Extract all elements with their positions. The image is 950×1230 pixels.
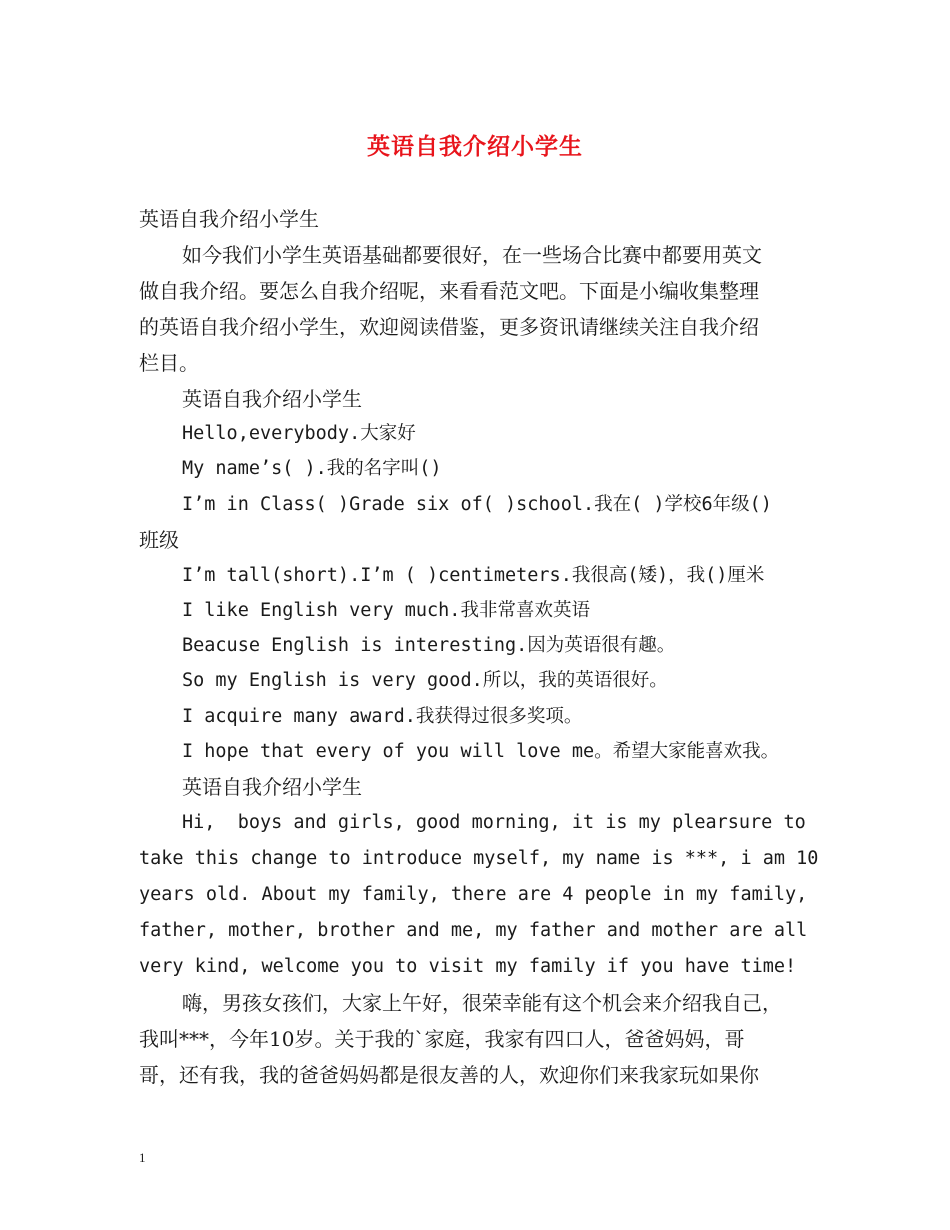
paragraph-line: years old. About my family, there are 4 people in my family, [139,884,808,905]
paragraph-line: So my English is very good.所以，我的英语很好。 [182,670,668,691]
paragraph-line: 嗨，男孩女孩们，大家上午好，很荣幸能有这个机会来介绍我自己， [182,991,782,1015]
paragraph-line: 的英语自我介绍小学生，欢迎阅读借鉴，更多资讯请继续关注自我介绍 [139,315,759,339]
paragraph-line: 班级 [139,528,179,552]
paragraph-line: 如今我们小学生英语基础都要很好，在一些场合比赛中都要用英文 [182,243,762,267]
paragraph-line: 栏目。 [139,351,199,375]
paragraph-line: My name’s( ).我的名字叫() [182,458,442,479]
paragraph-line: I hope that every of you will love me。希望大家能喜欢我。 [182,741,780,762]
paragraph-line: Beacuse English is interesting.因为英语很有趣。 [182,635,676,656]
paragraph-line: I acquire many award.我获得过很多奖项。 [182,706,583,727]
paragraph-line: 哥，还有我，我的爸爸妈妈都是很友善的人，欢迎你们来我家玩如果你 [139,1063,759,1087]
paragraph-line: 英语自我介绍小学生 [139,207,319,231]
paragraph-line: father, mother, brother and me, my father and mother are all [139,920,808,941]
paragraph-line: take this change to introduce myself, my name is ***, i am 10 [139,848,819,869]
paragraph-line: I like English very much.我非常喜欢英语 [182,600,590,621]
paragraph-line: 我叫***，今年10岁。关于我的`家庭，我家有四口人，爸爸妈妈，哥 [139,1027,745,1051]
section-heading: 英语自我介绍小学生 [182,775,362,799]
paragraph-line: I’m tall(short).I’m ( )centimeters.我很高(矮)，我()厘米 [182,565,765,586]
document-title: 英语自我介绍小学生 [367,133,583,160]
paragraph-line: Hi, boys and girls, good morning, it is my plearsure to [182,812,806,833]
paragraph-line: Hello,everybody.大家好 [182,423,416,444]
paragraph-line: I’m in Class( )Grade six of( )school.我在( )学校6年级() [182,494,772,515]
paragraph-line: 做自我介绍。要怎么自我介绍呢，来看看范文吧。下面是小编收集整理 [139,279,759,303]
section-heading: 英语自我介绍小学生 [182,387,362,411]
page-number: 1 [139,1150,146,1165]
paragraph-line: very kind, welcome you to visit my family if you have time! [139,956,797,977]
